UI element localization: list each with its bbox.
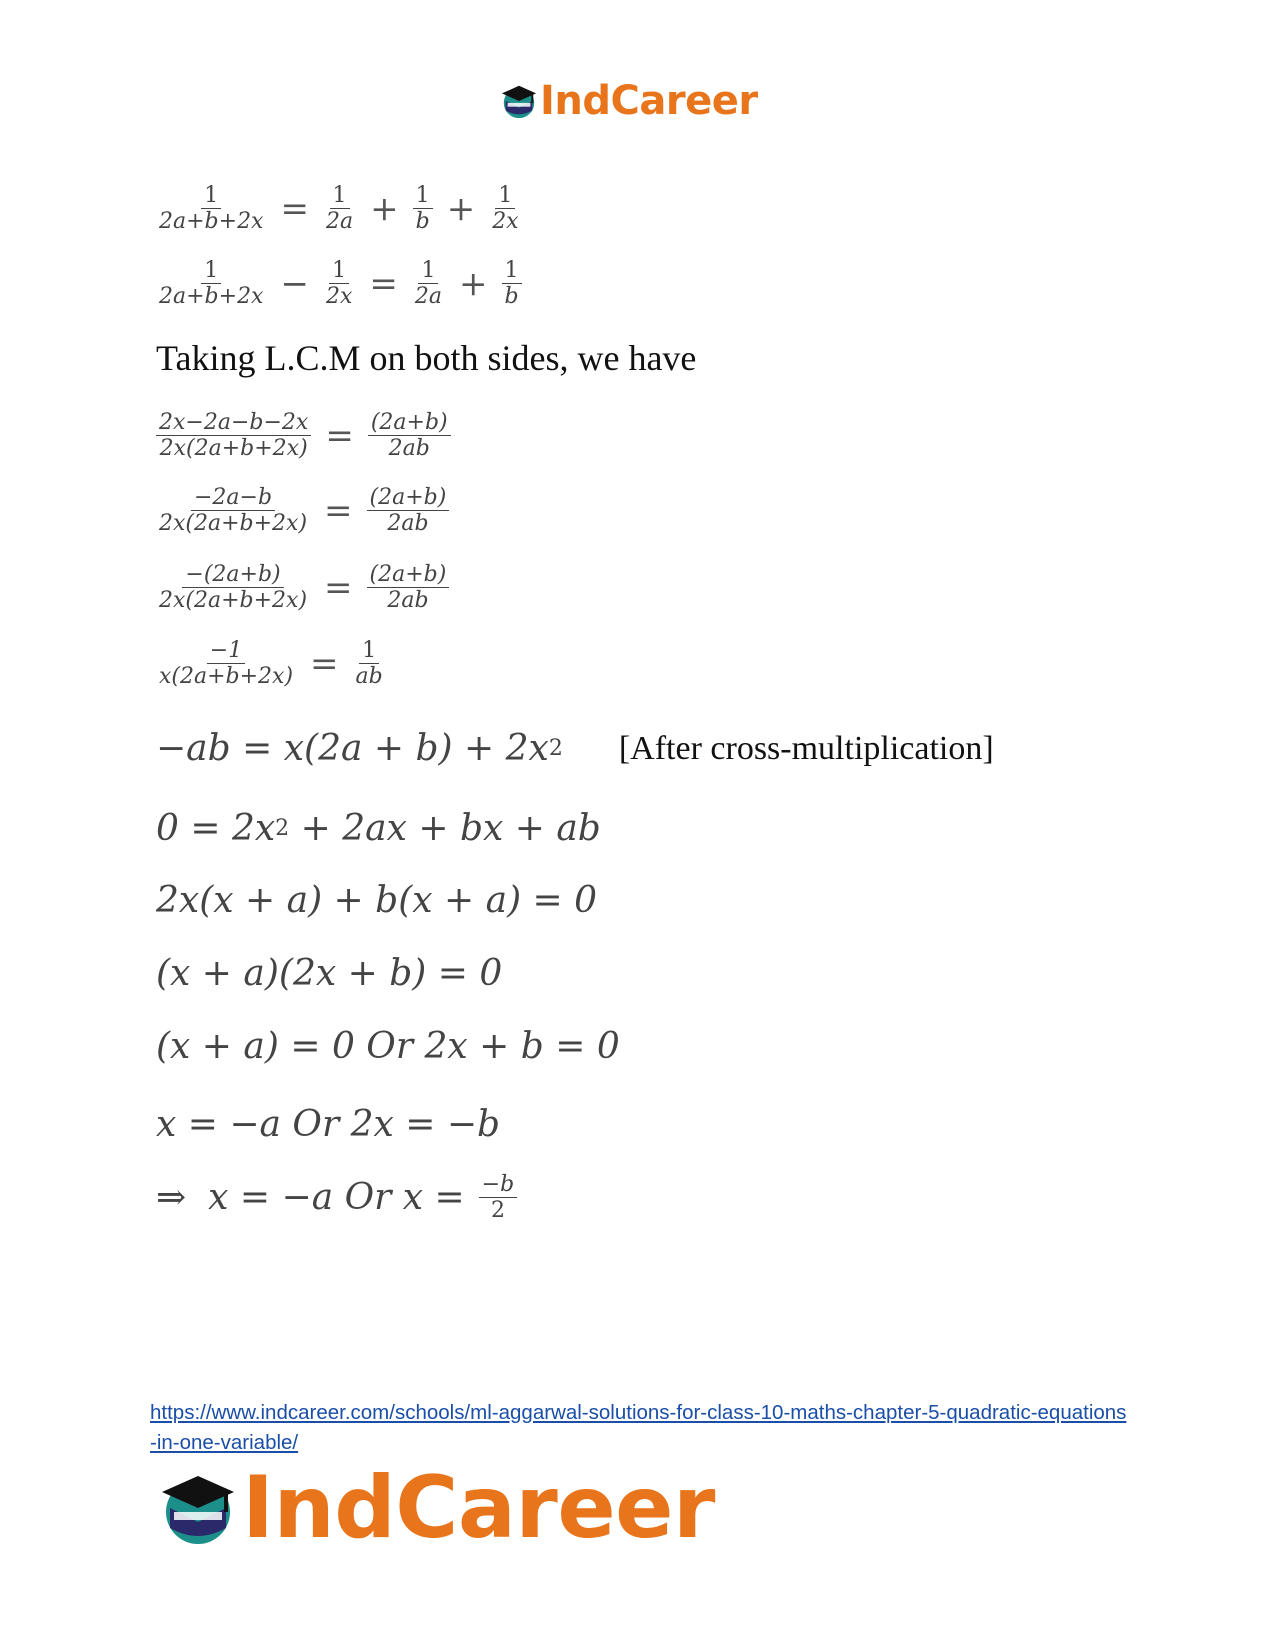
indcareer-logo-bottom: [158, 1458, 715, 1558]
equation-1: $\frac{1}{2a+b+2x}$ = $\frac{1}{2a}$ + $\frac{1}{b}$ + $\frac{1}{2x}$: [159, 183, 519, 235]
brand-name: IndCareer: [540, 78, 758, 124]
implies-arrow: ⇒: [156, 1177, 187, 1219]
equation-4: $\frac{-2a-b}{2x(2a+b+2x)}$ = $\frac{(2a+b)}{2ab}$: [156, 485, 449, 537]
equation-13: ⇒ x = −a Or x = $\frac{-b}{2}$: [156, 1172, 517, 1224]
equation-5: $\frac{-(2a+b)}{2x(2a+b+2x)}$ = $\frac{(2a+b)}{2ab}$: [156, 562, 449, 614]
equation-11: (x + a) = 0 Or 2x + b = 0: [156, 1026, 620, 1067]
equation-7: −ab = x(2a + b) + 2x 2 [After cross-multiplication]: [156, 728, 994, 769]
equation-2: $\frac{1}{2a+b+2x}$ − $\frac{1}{2x}$ = $\frac{1}{2a}$ + $\frac{1}{b}$: [156, 258, 522, 310]
equation-8: 0 = 2x 2 + 2ax + bx + ab: [156, 808, 601, 849]
cross-multiplication-note: [After cross-multiplication]: [618, 729, 994, 767]
source-url-link[interactable]: https://www.indcareer.com/schools/ml-aggarwal-solutions-for-class-10-maths-chapter-5-quadratic-equations-in-one-variable/: [150, 1401, 1127, 1454]
equation-6: $\frac{-1}{x(2a+b+2x)}$ = $\frac{1}{ab}$: [159, 638, 383, 690]
brand-name-large: IndCareer: [242, 1458, 715, 1558]
lcm-statement: Taking L.C.M on both sides, we have: [156, 338, 697, 378]
equation-10: (x + a)(2x + b) = 0: [156, 953, 503, 994]
graduation-cap-icon: [500, 82, 538, 120]
equation-3: $\frac{2x-2a-b-2x}{2x(2a+b+2x)}$ = $\frac{(2a+b)}{2ab}$: [156, 410, 451, 462]
equation-12: x = −a Or 2x = −b: [156, 1104, 501, 1145]
graduation-cap-icon: [158, 1468, 238, 1548]
indcareer-logo-top: [500, 78, 758, 124]
equation-9: 2x(x + a) + b(x + a) = 0: [156, 880, 598, 921]
